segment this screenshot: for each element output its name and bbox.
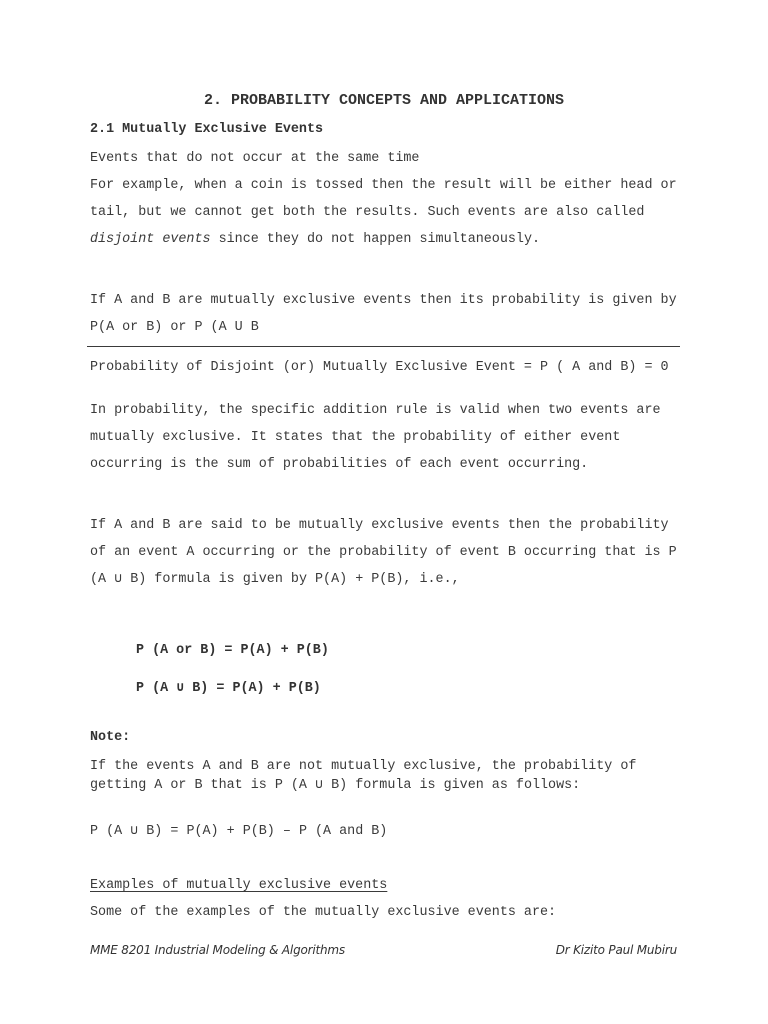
disjoint-statement: Probability of Disjoint (or) Mutually Exclusive Event = P ( A and B) = 0 xyxy=(90,360,669,375)
horizontal-rule xyxy=(87,346,680,347)
formula-union: P (A ∪ B) = P(A) + P(B) xyxy=(136,681,321,696)
examples-heading-text: Examples of mutually exclusive events xyxy=(90,878,388,893)
example-text-after: since they do not happen simultaneously. xyxy=(210,231,541,247)
example-emphasis: disjoint events xyxy=(90,231,211,247)
examples-intro: Some of the examples of the mutually exclusive events are: xyxy=(90,905,557,920)
note-text: If the events A and B are not mutually exclusive, the probability of getting A or B that is P (A ∪ B) formula is given as follows: xyxy=(90,759,637,793)
probability-intro-paragraph: If A and B are mutually exclusive events then its probability is given by P(A or B) or P (A U B xyxy=(90,293,677,335)
note-label: Note: xyxy=(90,730,131,745)
addition-rule-paragraph: In probability, the specific addition rule is valid when two events are mutually exclusive. It states that the probability of either event occurring is the sum of probabilities of each event occurring. xyxy=(90,403,661,472)
examples-heading xyxy=(90,873,680,900)
example-paragraph xyxy=(90,173,680,253)
section-heading: 2.1 Mutually Exclusive Events xyxy=(90,122,324,137)
footer-course: MME 8201 Industrial Modeling & Algorithms xyxy=(90,943,345,957)
footer-author: Dr Kizito Paul Mubiru xyxy=(555,943,677,957)
example-text-before: For example, when a coin is tossed then the result will be either head or tail, but we cannot get both the results. Such events are also called xyxy=(90,178,677,220)
union-statement-paragraph: If A and B are said to be mutually exclusive events then the probability of an event A occurring or the probability of event B occurring that is P (A ∪ B) formula is given by P(A) + P(B), i.e., xyxy=(90,518,677,587)
formula-or: P (A or B) = P(A) + P(B) xyxy=(136,643,329,658)
general-formula: P (A ∪ B) = P(A) + P(B) – P (A and B) xyxy=(90,824,388,839)
definition-text: Events that do not occur at the same time xyxy=(90,151,420,166)
page-title: 2. PROBABILITY CONCEPTS AND APPLICATIONS xyxy=(203,92,565,109)
